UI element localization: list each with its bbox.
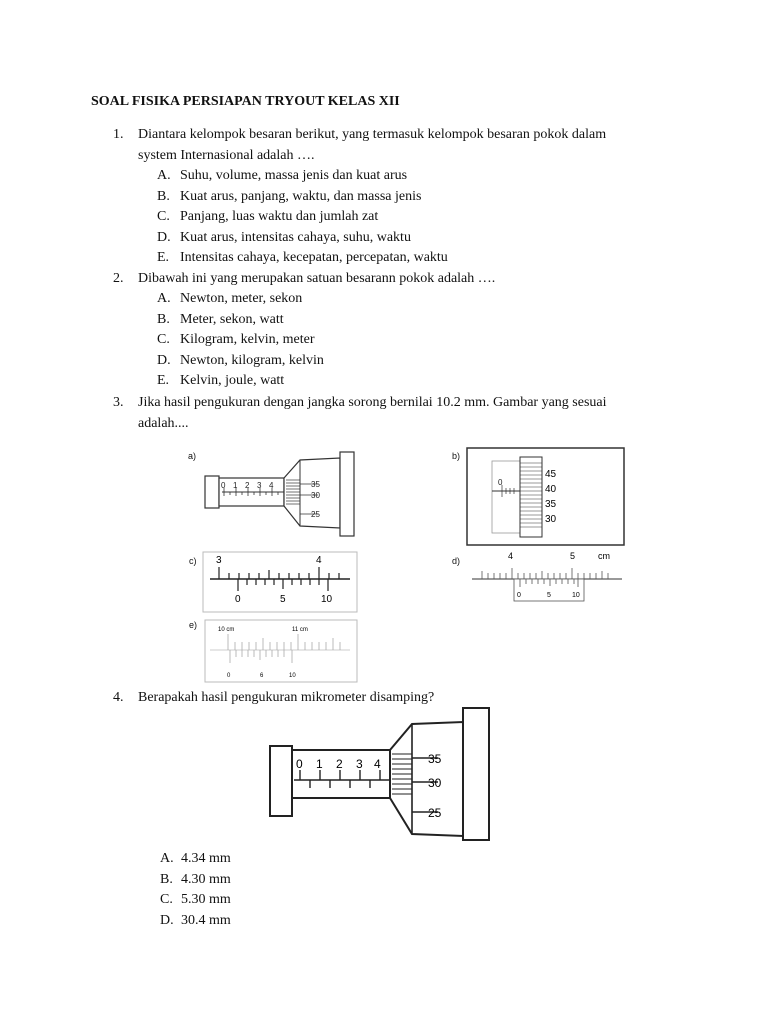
main-scale-label: 3 — [257, 481, 262, 490]
main-scale-label: 3 — [356, 757, 363, 771]
option-a[interactable]: A. Suhu, volume, massa jenis dan kuat arus — [157, 168, 408, 183]
main-scale-label: 0 — [296, 757, 303, 771]
main-scale-label: 4 — [316, 555, 322, 566]
question-text-line: Diantara kelompok besaran berikut, yang termasuk kelompok besaran pokok dalam — [138, 127, 607, 142]
question-2-options — [157, 289, 324, 392]
thimble-label: 30 — [545, 514, 557, 525]
option-e[interactable]: E. Kelvin, joule, watt — [157, 373, 285, 389]
question-text-line: adalah.... — [138, 415, 189, 431]
vernier-label: 5 — [547, 592, 551, 599]
option-e[interactable]: E. Intensitas cahaya, kecepatan, percepatan, waktu — [157, 250, 448, 266]
thimble-label: 35 — [545, 499, 557, 510]
option-d[interactable]: D. 30.4 mm — [160, 912, 231, 928]
vernier-label: 10 — [289, 673, 296, 679]
figure-c-label: c) — [189, 556, 197, 566]
thimble-label: 25 — [311, 510, 320, 519]
main-scale-label: 10 cm — [218, 627, 235, 633]
main-scale-label: 11 cm — [292, 627, 308, 633]
vernier-label: 0 — [235, 594, 241, 605]
option-c[interactable]: C. 5.30 mm — [160, 892, 231, 908]
figure-e-label: e) — [189, 620, 198, 630]
option-a[interactable]: A. Newton, meter, sekon — [157, 291, 303, 306]
figure-a-label: a) — [188, 451, 197, 461]
thimble-label: 35 — [428, 752, 442, 766]
question-1-options — [157, 166, 448, 269]
question-number: 2. — [113, 271, 124, 286]
main-scale-label: 4 — [269, 481, 274, 490]
main-scale-label: 4 — [508, 551, 514, 561]
main-scale-label: 2 — [245, 481, 250, 490]
question-4-micrometer[interactable] — [268, 704, 494, 844]
option-a[interactable]: A. 4.34 mm — [160, 851, 231, 866]
option-d[interactable]: D. Newton, kilogram, kelvin — [157, 352, 324, 368]
figure-d-vernier[interactable] — [470, 548, 626, 604]
vernier-label: 5 — [280, 594, 286, 605]
question-text-line: Dibawah ini yang merupakan satuan besarann pokok adalah …. — [138, 271, 496, 286]
question-text-line: system Internasional adalah …. — [138, 147, 315, 163]
vernier-label: 0 — [517, 592, 521, 599]
main-scale-label: 4 — [374, 757, 381, 771]
main-scale-label: cm — [598, 551, 610, 561]
thimble-label: 25 — [428, 806, 442, 820]
thimble-label: 30 — [311, 491, 320, 500]
vernier-label: 0 — [227, 673, 231, 679]
figure-d-label: d) — [452, 556, 461, 566]
thimble-label: 35 — [311, 480, 320, 489]
main-scale-label: 0 — [221, 481, 226, 490]
vernier-label: 6 — [260, 673, 264, 679]
page-title: SOAL FISIKA PERSIAPAN TRYOUT KELAS XII — [91, 94, 400, 109]
question-number: 3. — [113, 395, 124, 410]
option-b[interactable]: B. 4.30 mm — [160, 871, 231, 887]
main-scale-label: 3 — [216, 555, 222, 566]
main-scale-label: 1 — [316, 757, 323, 771]
thimble-label: 40 — [545, 484, 557, 495]
question-text-line: Jika hasil pengukuran dengan jangka sorong bernilai 10.2 mm. Gambar yang sesuai — [138, 395, 607, 410]
figure-b-micrometer[interactable] — [466, 447, 626, 547]
figure-a-micrometer[interactable] — [200, 448, 360, 538]
option-b[interactable]: B. Kuat arus, panjang, waktu, dan massa jenis — [157, 188, 422, 204]
figure-c-vernier[interactable] — [202, 551, 358, 613]
main-scale-label: 2 — [336, 757, 343, 771]
thimble-label: 30 — [428, 776, 442, 790]
option-c[interactable]: C. Panjang, luas waktu dan jumlah zat — [157, 209, 379, 225]
figure-e-vernier[interactable] — [204, 619, 358, 683]
option-d[interactable]: D. Kuat arus, intensitas cahaya, suhu, waktu — [157, 229, 411, 245]
question-number: 1. — [113, 127, 124, 142]
option-b[interactable]: B. Meter, sekon, watt — [157, 311, 284, 327]
thimble-label: 45 — [545, 469, 557, 480]
question-number: 4. — [113, 690, 124, 705]
main-scale-label: 0 — [498, 478, 503, 487]
vernier-label: 10 — [321, 594, 333, 605]
option-c[interactable]: C. Kilogram, kelvin, meter — [157, 332, 315, 348]
main-scale-label: 5 — [570, 551, 576, 561]
question-text-line: Berapakah hasil pengukuran mikrometer disamping? — [138, 690, 435, 705]
figure-b-label: b) — [452, 451, 461, 461]
main-scale-label: 1 — [233, 481, 238, 490]
question-4-options — [160, 849, 231, 931]
vernier-label: 10 — [572, 592, 580, 599]
